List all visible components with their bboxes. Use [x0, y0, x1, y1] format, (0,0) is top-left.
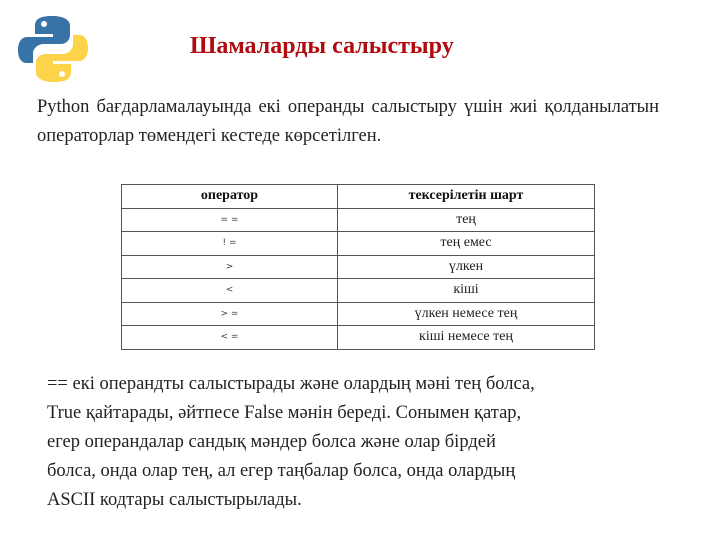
table-row	[122, 326, 595, 350]
operator-cell: > =	[122, 302, 338, 326]
table-header-row	[122, 185, 595, 209]
description-line: болса, онда олар тең, ал егер таңбалар болса, онда олардың	[47, 461, 516, 481]
python-logo-icon	[17, 14, 89, 84]
header-condition: тексерілетін шарт	[338, 185, 595, 209]
table-row	[122, 255, 595, 279]
table-row	[122, 208, 595, 232]
condition-cell: кіші немесе тең	[338, 326, 595, 350]
operator-cell: <	[122, 279, 338, 303]
operators-table	[121, 184, 595, 350]
table-row	[122, 279, 595, 303]
operator-cell: ! =	[122, 232, 338, 256]
description-paragraph	[47, 370, 697, 515]
table-row	[122, 232, 595, 256]
table-row	[122, 302, 595, 326]
description-line: True қайтарады, әйтпесе False мәнін береді. Сонымен қатар,	[47, 403, 522, 423]
operator-cell: = =	[122, 208, 338, 232]
condition-cell: үлкен	[338, 255, 595, 279]
operator-cell: < =	[122, 326, 338, 350]
condition-cell: үлкен немесе тең	[338, 302, 595, 326]
header-operator: оператор	[122, 185, 338, 209]
condition-cell: тең	[338, 208, 595, 232]
intro-paragraph: Python бағдарламалауында екі операнды салыстыру үшін жиі қолданылатын операторлар төмендегі кестеде көрсетілген.	[37, 97, 659, 146]
description-line: ASCII кодтары салыстырылады.	[47, 490, 302, 510]
condition-cell: тең емес	[338, 232, 595, 256]
operator-cell: >	[122, 255, 338, 279]
description-line: егер операндалар сандық мәндер болса және олар бірдей	[47, 432, 496, 452]
page-title: Шамаларды салыстыру	[190, 33, 454, 59]
condition-cell: кіші	[338, 279, 595, 303]
description-line: == екі операндты салыстырады және олардың мәні тең болса,	[47, 374, 535, 394]
